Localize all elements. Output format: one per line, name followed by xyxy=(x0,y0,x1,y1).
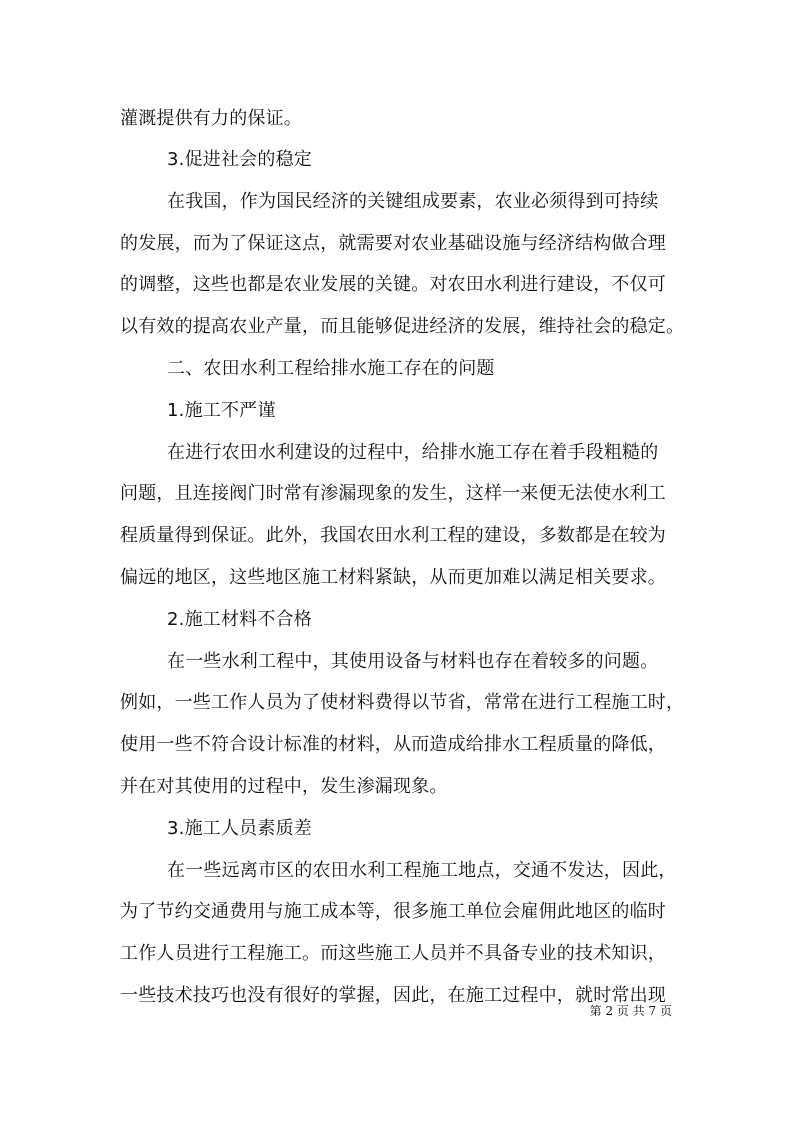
text-line-22: 一些技术技巧也没有很好的掌握，因此，在施工过程中，就时常出现 xyxy=(120,985,666,1006)
subheading-stability: 3.促进社会的稳定 xyxy=(167,149,312,170)
text-line-17: 并在对其使用的过程中，发生渗漏现象。 xyxy=(120,776,448,797)
text-line-20: 为了节约交通费用与施工成本等，很多施工单位会雇佣此地区的临时 xyxy=(120,901,666,922)
text-line-11: 程质量得到保证。此外，我国农田水利工程的建设，多数都是在较为 xyxy=(120,525,666,546)
text-line-14: 在一些水利工程中，其使用设备与材料也存在着较多的问题。 xyxy=(167,651,659,672)
text-line-19: 在一些远离市区的农田水利工程施工地点，交通不发达，因此， xyxy=(167,860,677,881)
text-line-5: 的调整，这些也都是农业发展的关键。对农田水利进行建设，不仅可 xyxy=(120,274,666,295)
subheading-workers: 3.施工人员素质差 xyxy=(167,818,312,839)
subheading-materials: 2.施工材料不合格 xyxy=(167,609,312,630)
text-line-6: 以有效的提高农业产量，而且能够促进经济的发展，维持社会的稳定。 xyxy=(120,316,685,337)
text-line-12: 偏远的地区，这些地区施工材料紧缺，从而更加难以满足相关要求。 xyxy=(120,567,666,588)
subheading-construction: 1.施工不严谨 xyxy=(167,400,276,421)
text-line-4: 的发展，而为了保证这点，就需要对农业基础设施与经济结构做合理 xyxy=(120,233,666,254)
text-line-10: 问题，且连接阀门时常有渗漏现象的发生，这样一来便无法使水利工 xyxy=(120,483,666,504)
text-line-1: 灌溉提供有力的保证。 xyxy=(120,108,302,129)
text-line-3: 在我国，作为国民经济的关键组成要素，农业必须得到可持续 xyxy=(167,191,659,212)
page-number-footer: 第 2 页 共 7 页 xyxy=(589,1004,672,1018)
text-line-16: 使用一些不符合设计标准的材料，从而造成给排水工程质量的降低， xyxy=(120,734,666,755)
text-line-21: 工作人员进行工程施工。而这些施工人员并不具备专业的技术知识， xyxy=(120,943,666,964)
text-line-9: 在进行农田水利建设的过程中，给排水施工存在着手段粗糙的 xyxy=(167,442,659,463)
section-heading: 二、农田水利工程给排水施工存在的问题 xyxy=(167,358,495,379)
text-line-15: 例如，一些工作人员为了使材料费得以节省，常常在进行工程施工时， xyxy=(120,692,685,713)
